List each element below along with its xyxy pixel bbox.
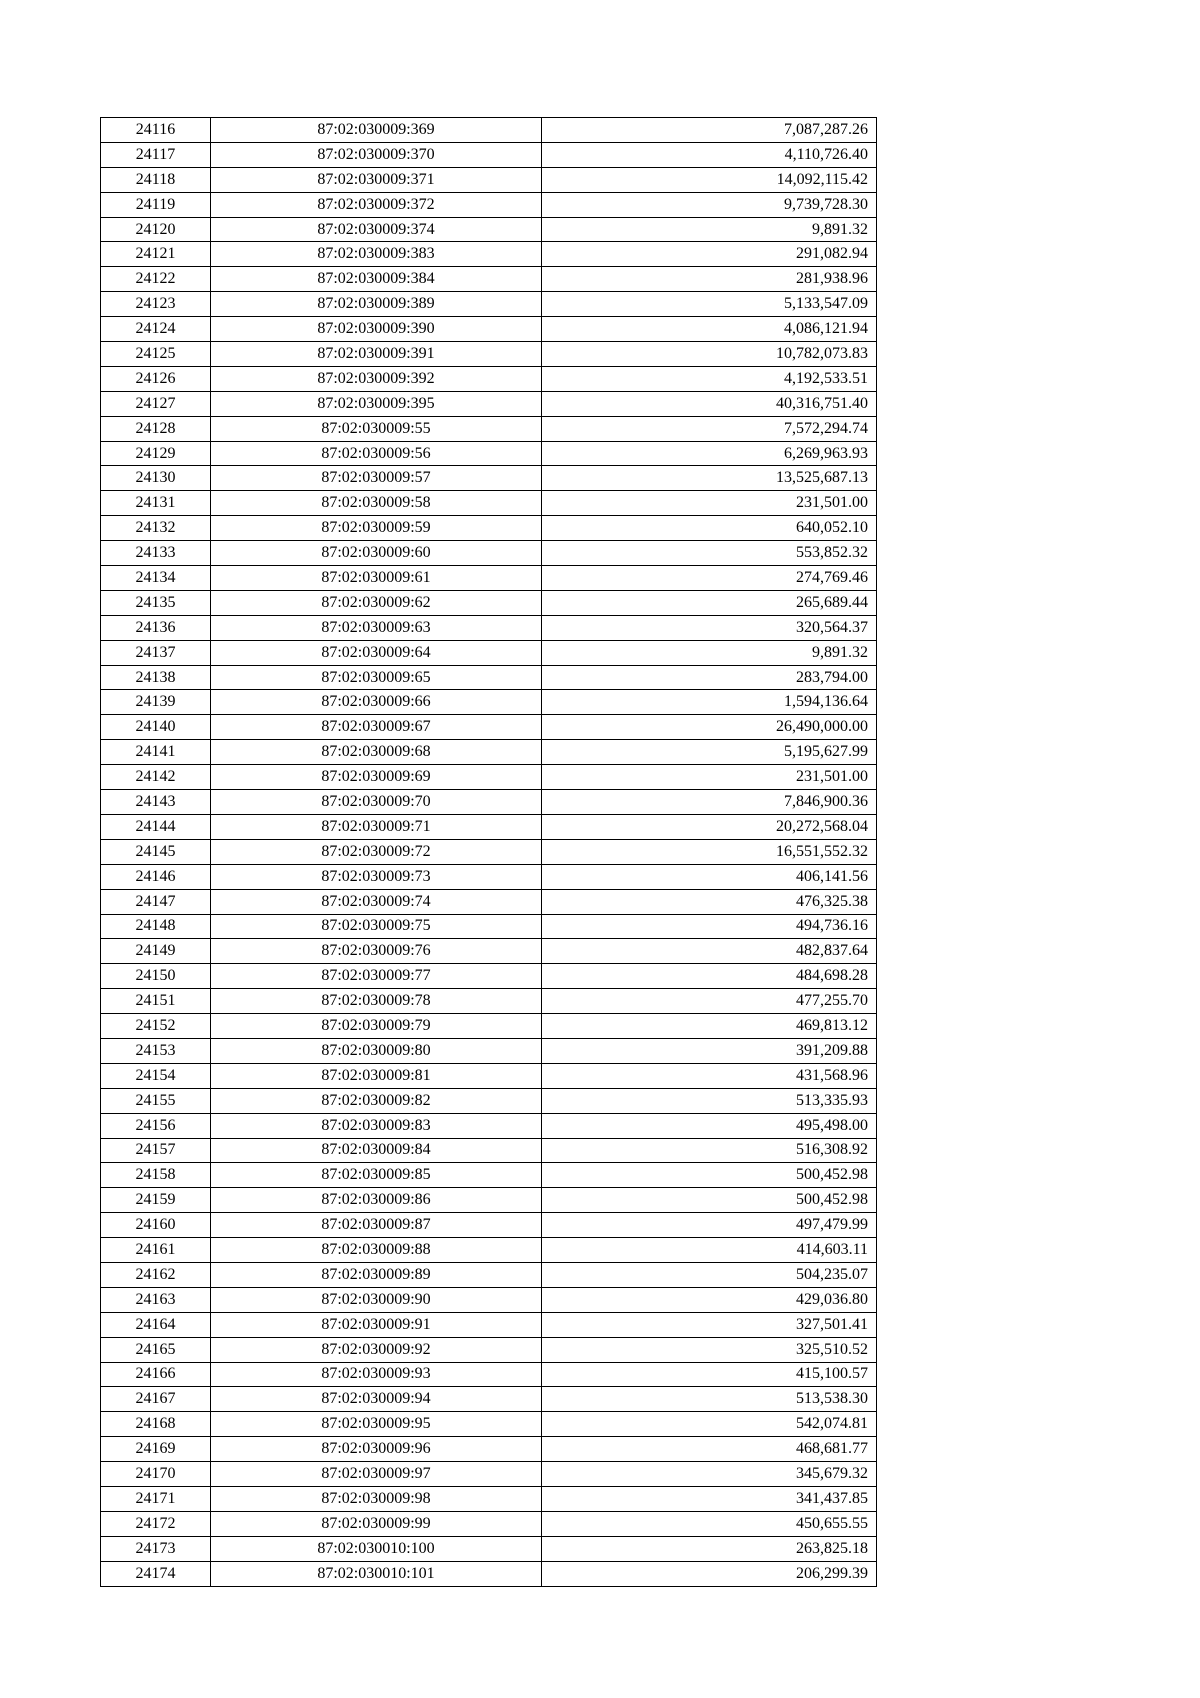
cadastral-number-cell: 87:02:030009:80 xyxy=(211,1038,542,1063)
table-row xyxy=(101,167,877,192)
table-row xyxy=(101,516,877,541)
cadastral-number-cell: 87:02:030009:60 xyxy=(211,541,542,566)
cadastral-value-cell: 7,572,294.74 xyxy=(542,416,877,441)
cadastral-number-cell: 87:02:030009:384 xyxy=(211,267,542,292)
table-row xyxy=(101,441,877,466)
cadastral-value-cell: 516,308.92 xyxy=(542,1138,877,1163)
cadastral-number-cell: 87:02:030009:96 xyxy=(211,1437,542,1462)
cadastral-value-cell: 231,501.00 xyxy=(542,765,877,790)
table-row xyxy=(101,366,877,391)
row-number-cell: 24170 xyxy=(101,1462,211,1487)
cadastral-number-cell: 87:02:030009:71 xyxy=(211,814,542,839)
row-number-cell: 24143 xyxy=(101,790,211,815)
cadastral-number-cell: 87:02:030009:374 xyxy=(211,217,542,242)
table-row xyxy=(101,1387,877,1412)
table-row xyxy=(101,1038,877,1063)
cadastral-number-cell: 87:02:030009:93 xyxy=(211,1362,542,1387)
row-number-cell: 24121 xyxy=(101,242,211,267)
cadastral-value-cell: 500,452.98 xyxy=(542,1163,877,1188)
cadastral-value-cell: 415,100.57 xyxy=(542,1362,877,1387)
cadastral-value-cell: 206,299.39 xyxy=(542,1561,877,1586)
cadastral-value-cell: 325,510.52 xyxy=(542,1337,877,1362)
cadastral-number-cell: 87:02:030009:79 xyxy=(211,1014,542,1039)
row-number-cell: 24164 xyxy=(101,1312,211,1337)
cadastral-number-cell: 87:02:030009:91 xyxy=(211,1312,542,1337)
row-number-cell: 24120 xyxy=(101,217,211,242)
row-number-cell: 24119 xyxy=(101,192,211,217)
cadastral-value-cell: 13,525,687.13 xyxy=(542,466,877,491)
row-number-cell: 24161 xyxy=(101,1238,211,1263)
row-number-cell: 24167 xyxy=(101,1387,211,1412)
table-row xyxy=(101,640,877,665)
row-number-cell: 24174 xyxy=(101,1561,211,1586)
table-row xyxy=(101,1213,877,1238)
cadastral-number-cell: 87:02:030009:94 xyxy=(211,1387,542,1412)
row-number-cell: 24169 xyxy=(101,1437,211,1462)
row-number-cell: 24163 xyxy=(101,1287,211,1312)
row-number-cell: 24152 xyxy=(101,1014,211,1039)
cadastral-number-cell: 87:02:030009:58 xyxy=(211,491,542,516)
cadastral-number-cell: 87:02:030009:383 xyxy=(211,242,542,267)
cadastral-number-cell: 87:02:030009:67 xyxy=(211,715,542,740)
table-row xyxy=(101,142,877,167)
row-number-cell: 24125 xyxy=(101,342,211,367)
table-row xyxy=(101,814,877,839)
table-row xyxy=(101,391,877,416)
cadastral-value-cell: 7,846,900.36 xyxy=(542,790,877,815)
table-row xyxy=(101,1462,877,1487)
cadastral-value-cell: 469,813.12 xyxy=(542,1014,877,1039)
cadastral-value-cell: 391,209.88 xyxy=(542,1038,877,1063)
cadastral-value-cell: 513,538.30 xyxy=(542,1387,877,1412)
cadastral-value-cell: 414,603.11 xyxy=(542,1238,877,1263)
cadastral-value-cell: 4,086,121.94 xyxy=(542,317,877,342)
cadastral-value-cell: 497,479.99 xyxy=(542,1213,877,1238)
table-row xyxy=(101,665,877,690)
row-number-cell: 24153 xyxy=(101,1038,211,1063)
cadastral-number-cell: 87:02:030009:85 xyxy=(211,1163,542,1188)
cadastral-value-cell: 553,852.32 xyxy=(542,541,877,566)
table-row xyxy=(101,1561,877,1586)
cadastral-number-cell: 87:02:030009:76 xyxy=(211,939,542,964)
row-number-cell: 24162 xyxy=(101,1262,211,1287)
table-row xyxy=(101,1113,877,1138)
table-row xyxy=(101,1412,877,1437)
row-number-cell: 24157 xyxy=(101,1138,211,1163)
cadastral-number-cell: 87:02:030009:69 xyxy=(211,765,542,790)
cadastral-number-cell: 87:02:030009:72 xyxy=(211,839,542,864)
row-number-cell: 24154 xyxy=(101,1063,211,1088)
cadastral-number-cell: 87:02:030009:371 xyxy=(211,167,542,192)
row-number-cell: 24129 xyxy=(101,441,211,466)
cadastral-number-cell: 87:02:030009:392 xyxy=(211,366,542,391)
row-number-cell: 24147 xyxy=(101,889,211,914)
row-number-cell: 24150 xyxy=(101,964,211,989)
cadastral-number-cell: 87:02:030009:89 xyxy=(211,1262,542,1287)
cadastral-value-cell: 20,272,568.04 xyxy=(542,814,877,839)
cadastral-value-cell: 494,736.16 xyxy=(542,914,877,939)
cadastral-number-cell: 87:02:030009:88 xyxy=(211,1238,542,1263)
cadastral-number-cell: 87:02:030009:68 xyxy=(211,740,542,765)
cadastral-value-cell: 4,110,726.40 xyxy=(542,142,877,167)
row-number-cell: 24117 xyxy=(101,142,211,167)
cadastral-value-cell: 281,938.96 xyxy=(542,267,877,292)
row-number-cell: 24142 xyxy=(101,765,211,790)
cadastral-value-cell: 7,087,287.26 xyxy=(542,118,877,143)
table-row xyxy=(101,541,877,566)
row-number-cell: 24127 xyxy=(101,391,211,416)
cadastral-value-cell: 468,681.77 xyxy=(542,1437,877,1462)
row-number-cell: 24158 xyxy=(101,1163,211,1188)
table-row xyxy=(101,242,877,267)
table-row xyxy=(101,317,877,342)
cadastral-number-cell: 87:02:030009:370 xyxy=(211,142,542,167)
cadastral-value-cell: 542,074.81 xyxy=(542,1412,877,1437)
cadastral-value-cell: 263,825.18 xyxy=(542,1536,877,1561)
row-number-cell: 24139 xyxy=(101,690,211,715)
cadastral-value-cell: 450,655.55 xyxy=(542,1511,877,1536)
cadastral-number-cell: 87:02:030009:395 xyxy=(211,391,542,416)
row-number-cell: 24146 xyxy=(101,864,211,889)
table-row xyxy=(101,1163,877,1188)
cadastral-value-cell: 476,325.38 xyxy=(542,889,877,914)
cadastral-number-cell: 87:02:030009:369 xyxy=(211,118,542,143)
cadastral-number-cell: 87:02:030009:90 xyxy=(211,1287,542,1312)
cadastral-value-cell: 10,782,073.83 xyxy=(542,342,877,367)
table-row xyxy=(101,1312,877,1337)
cadastral-value-cell: 345,679.32 xyxy=(542,1462,877,1487)
cadastral-value-cell: 4,192,533.51 xyxy=(542,366,877,391)
row-number-cell: 24159 xyxy=(101,1188,211,1213)
cadastral-number-cell: 87:02:030009:73 xyxy=(211,864,542,889)
table-row xyxy=(101,342,877,367)
cadastral-value-cell: 26,490,000.00 xyxy=(542,715,877,740)
table-row xyxy=(101,1088,877,1113)
cadastral-value-cell: 504,235.07 xyxy=(542,1262,877,1287)
table-row xyxy=(101,989,877,1014)
table-row xyxy=(101,1437,877,1462)
row-number-cell: 24168 xyxy=(101,1412,211,1437)
table-row xyxy=(101,690,877,715)
row-number-cell: 24128 xyxy=(101,416,211,441)
table-body xyxy=(101,118,877,1587)
row-number-cell: 24136 xyxy=(101,615,211,640)
cadastral-number-cell: 87:02:030010:100 xyxy=(211,1536,542,1561)
row-number-cell: 24138 xyxy=(101,665,211,690)
table-row xyxy=(101,590,877,615)
cadastral-value-cell: 16,551,552.32 xyxy=(542,839,877,864)
cadastral-number-cell: 87:02:030009:56 xyxy=(211,441,542,466)
table-row xyxy=(101,765,877,790)
table-row xyxy=(101,939,877,964)
row-number-cell: 24118 xyxy=(101,167,211,192)
table-row xyxy=(101,839,877,864)
row-number-cell: 24165 xyxy=(101,1337,211,1362)
row-number-cell: 24132 xyxy=(101,516,211,541)
table-row xyxy=(101,615,877,640)
row-number-cell: 24160 xyxy=(101,1213,211,1238)
cadastral-value-cell: 14,092,115.42 xyxy=(542,167,877,192)
cadastral-value-cell: 341,437.85 xyxy=(542,1486,877,1511)
cadastral-value-cell: 327,501.41 xyxy=(542,1312,877,1337)
table-row xyxy=(101,1063,877,1088)
row-number-cell: 24172 xyxy=(101,1511,211,1536)
cadastral-number-cell: 87:02:030009:391 xyxy=(211,342,542,367)
row-number-cell: 24131 xyxy=(101,491,211,516)
cadastral-value-cell: 320,564.37 xyxy=(542,615,877,640)
table-row xyxy=(101,292,877,317)
table-row xyxy=(101,1287,877,1312)
row-number-cell: 24140 xyxy=(101,715,211,740)
row-number-cell: 24124 xyxy=(101,317,211,342)
row-number-cell: 24126 xyxy=(101,366,211,391)
cadastral-value-cell: 484,698.28 xyxy=(542,964,877,989)
row-number-cell: 24144 xyxy=(101,814,211,839)
row-number-cell: 24135 xyxy=(101,590,211,615)
cadastral-value-cell: 9,891.32 xyxy=(542,640,877,665)
table-row xyxy=(101,1536,877,1561)
cadastral-value-cell: 283,794.00 xyxy=(542,665,877,690)
cadastral-number-cell: 87:02:030009:61 xyxy=(211,566,542,591)
cadastral-value-cell: 406,141.56 xyxy=(542,864,877,889)
cadastral-value-cell: 431,568.96 xyxy=(542,1063,877,1088)
table-row xyxy=(101,1238,877,1263)
row-number-cell: 24116 xyxy=(101,118,211,143)
table-row xyxy=(101,267,877,292)
cadastral-number-cell: 87:02:030009:82 xyxy=(211,1088,542,1113)
cadastral-number-cell: 87:02:030009:75 xyxy=(211,914,542,939)
table-row xyxy=(101,566,877,591)
cadastral-value-cell: 5,195,627.99 xyxy=(542,740,877,765)
cadastral-value-cell: 9,891.32 xyxy=(542,217,877,242)
cadastral-value-cell: 429,036.80 xyxy=(542,1287,877,1312)
cadastral-number-cell: 87:02:030009:74 xyxy=(211,889,542,914)
table-row xyxy=(101,1138,877,1163)
cadastral-value-cell: 40,316,751.40 xyxy=(542,391,877,416)
row-number-cell: 24123 xyxy=(101,292,211,317)
row-number-cell: 24141 xyxy=(101,740,211,765)
cadastral-number-cell: 87:02:030009:66 xyxy=(211,690,542,715)
table-row xyxy=(101,466,877,491)
cadastral-number-cell: 87:02:030009:95 xyxy=(211,1412,542,1437)
cadastral-value-cell: 477,255.70 xyxy=(542,989,877,1014)
cadastral-value-cell: 291,082.94 xyxy=(542,242,877,267)
cadastral-number-cell: 87:02:030009:389 xyxy=(211,292,542,317)
cadastral-value-table xyxy=(100,117,877,1587)
table-row xyxy=(101,192,877,217)
table-row xyxy=(101,1262,877,1287)
cadastral-number-cell: 87:02:030010:101 xyxy=(211,1561,542,1586)
row-number-cell: 24145 xyxy=(101,839,211,864)
cadastral-value-cell: 274,769.46 xyxy=(542,566,877,591)
cadastral-number-cell: 87:02:030009:83 xyxy=(211,1113,542,1138)
cadastral-number-cell: 87:02:030009:84 xyxy=(211,1138,542,1163)
table-row xyxy=(101,715,877,740)
table-row xyxy=(101,740,877,765)
cadastral-number-cell: 87:02:030009:59 xyxy=(211,516,542,541)
cadastral-number-cell: 87:02:030009:57 xyxy=(211,466,542,491)
cadastral-value-cell: 1,594,136.64 xyxy=(542,690,877,715)
row-number-cell: 24134 xyxy=(101,566,211,591)
table-row xyxy=(101,1362,877,1387)
cadastral-number-cell: 87:02:030009:70 xyxy=(211,790,542,815)
table-row xyxy=(101,1511,877,1536)
cadastral-number-cell: 87:02:030009:99 xyxy=(211,1511,542,1536)
row-number-cell: 24155 xyxy=(101,1088,211,1113)
row-number-cell: 24133 xyxy=(101,541,211,566)
table-row xyxy=(101,1014,877,1039)
cadastral-value-cell: 6,269,963.93 xyxy=(542,441,877,466)
table-row xyxy=(101,914,877,939)
table-row xyxy=(101,217,877,242)
cadastral-number-cell: 87:02:030009:86 xyxy=(211,1188,542,1213)
cadastral-number-cell: 87:02:030009:65 xyxy=(211,665,542,690)
cadastral-value-cell: 513,335.93 xyxy=(542,1088,877,1113)
table-row xyxy=(101,1486,877,1511)
cadastral-number-cell: 87:02:030009:81 xyxy=(211,1063,542,1088)
cadastral-value-cell: 482,837.64 xyxy=(542,939,877,964)
row-number-cell: 24149 xyxy=(101,939,211,964)
row-number-cell: 24156 xyxy=(101,1113,211,1138)
row-number-cell: 24137 xyxy=(101,640,211,665)
cadastral-number-cell: 87:02:030009:92 xyxy=(211,1337,542,1362)
row-number-cell: 24173 xyxy=(101,1536,211,1561)
cadastral-value-cell: 495,498.00 xyxy=(542,1113,877,1138)
table-row xyxy=(101,864,877,889)
table-row xyxy=(101,889,877,914)
cadastral-number-cell: 87:02:030009:55 xyxy=(211,416,542,441)
row-number-cell: 24166 xyxy=(101,1362,211,1387)
cadastral-number-cell: 87:02:030009:390 xyxy=(211,317,542,342)
cadastral-number-cell: 87:02:030009:97 xyxy=(211,1462,542,1487)
table-row xyxy=(101,790,877,815)
row-number-cell: 24148 xyxy=(101,914,211,939)
cadastral-number-cell: 87:02:030009:98 xyxy=(211,1486,542,1511)
table-row xyxy=(101,491,877,516)
cadastral-value-cell: 500,452.98 xyxy=(542,1188,877,1213)
cadastral-value-cell: 265,689.44 xyxy=(542,590,877,615)
cadastral-number-cell: 87:02:030009:77 xyxy=(211,964,542,989)
cadastral-value-cell: 9,739,728.30 xyxy=(542,192,877,217)
table-row xyxy=(101,964,877,989)
cadastral-value-cell: 5,133,547.09 xyxy=(542,292,877,317)
cadastral-number-cell: 87:02:030009:62 xyxy=(211,590,542,615)
row-number-cell: 24122 xyxy=(101,267,211,292)
cadastral-number-cell: 87:02:030009:78 xyxy=(211,989,542,1014)
cadastral-number-cell: 87:02:030009:372 xyxy=(211,192,542,217)
table-row xyxy=(101,416,877,441)
row-number-cell: 24171 xyxy=(101,1486,211,1511)
cadastral-number-cell: 87:02:030009:63 xyxy=(211,615,542,640)
table-row xyxy=(101,1188,877,1213)
cadastral-number-cell: 87:02:030009:87 xyxy=(211,1213,542,1238)
table-row xyxy=(101,118,877,143)
cadastral-value-cell: 231,501.00 xyxy=(542,491,877,516)
cadastral-value-cell: 640,052.10 xyxy=(542,516,877,541)
cadastral-number-cell: 87:02:030009:64 xyxy=(211,640,542,665)
row-number-cell: 24130 xyxy=(101,466,211,491)
row-number-cell: 24151 xyxy=(101,989,211,1014)
table-row xyxy=(101,1337,877,1362)
